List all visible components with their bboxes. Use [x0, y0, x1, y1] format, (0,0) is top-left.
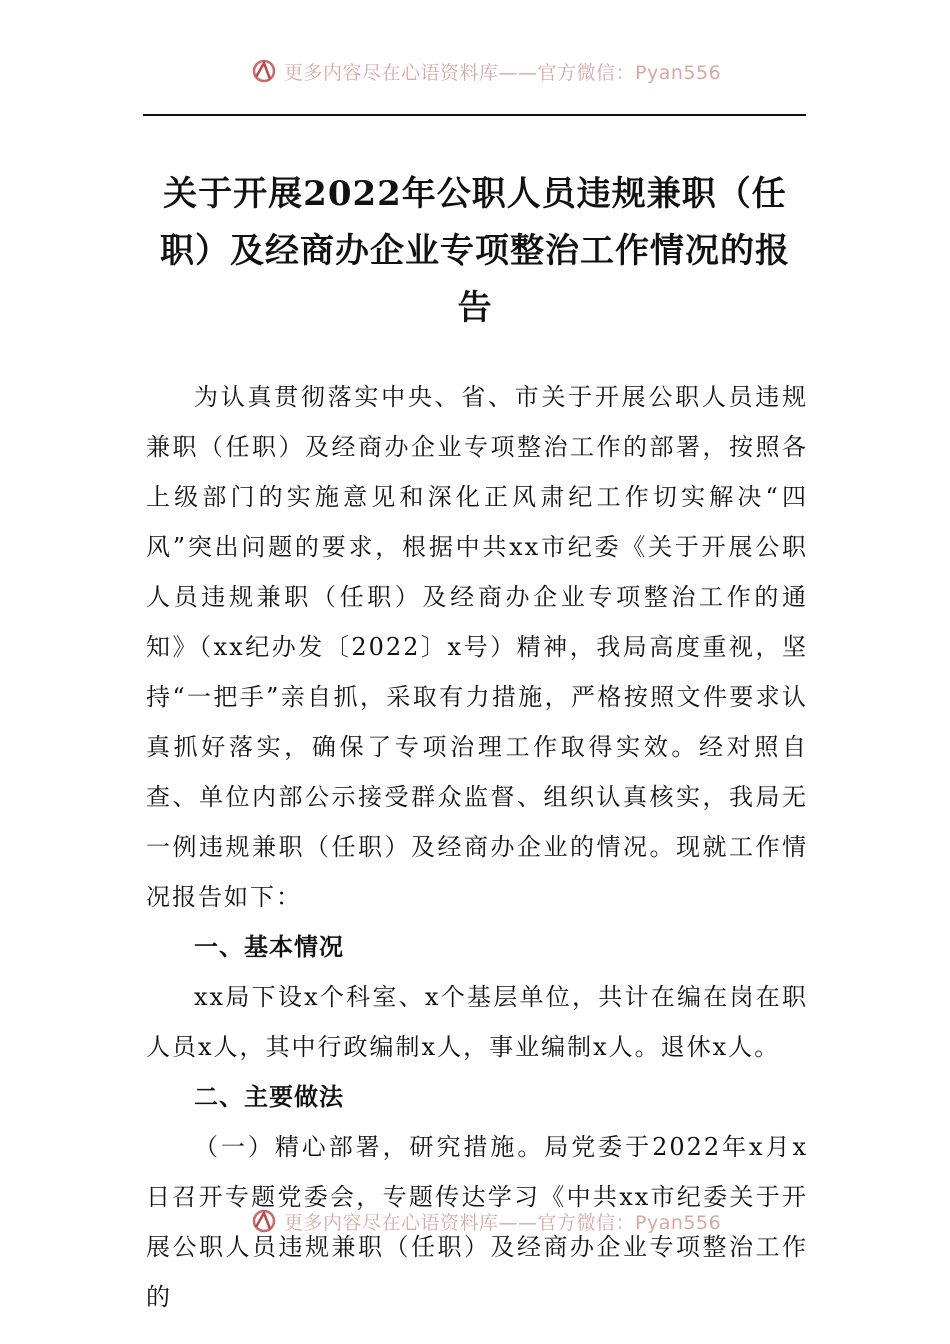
watermark-logo-icon: [250, 1207, 278, 1235]
header-rule: [143, 114, 806, 116]
document-title: 关于开展2022年公职人员违规兼职（任职）及经商办企业专项整治工作情况的报告: [160, 174, 790, 328]
intro-paragraph: 为认真贯彻落实中央、省、市关于开展公职人员违规兼职（任职）及经商办企业专项整治工作的部署，按照各上级部门的实施意见和深化正风肃纪工作切实解决“四风”突出问题的要求，根据中共xx市纪委《关于开展公职人员违规兼职（任职）及经商办企业专项整治工作的通知》（xx纪办发〔2022〕x号）精神，我局高度重视，坚持“一把手”亲自抓，采取有力措施，严格按照文件要求认真抓好落实，确保了专项治理工作取得实效。经对照自查、单位内部公示接受群众监督、组织认真核实，我局无一例违规兼职（任职）及经商办企业的情况。现就工作情况报告如下：: [146, 383, 808, 911]
document-body: [146, 372, 808, 1322]
section-heading-basic: 一、基本情况: [194, 933, 344, 961]
methods-paragraph: （一）精心部署，研究措施。局党委于2022年x月x日召开专题党委会，专题传达学习《中共xx市纪委关于开展公职人员违规兼职（任职）及经商办企业专项整治工作的: [146, 1133, 808, 1311]
watermark-logo-icon: [250, 57, 278, 85]
footer-watermark-text: 更多内容尽在心语资料库——官方微信：Pyan556: [284, 1211, 722, 1234]
section-heading-methods: 二、主要做法: [194, 1083, 344, 1111]
header-watermark-text: 更多内容尽在心语资料库——官方微信：Pyan556: [284, 61, 722, 84]
header-watermark: [250, 56, 721, 86]
basic-info-paragraph: xx局下设x个科室、x个基层单位，共计在编在岗在职人员x人，其中行政编制x人，事业编制x人。退休x人。: [146, 983, 808, 1061]
footer-watermark: [250, 1206, 721, 1236]
